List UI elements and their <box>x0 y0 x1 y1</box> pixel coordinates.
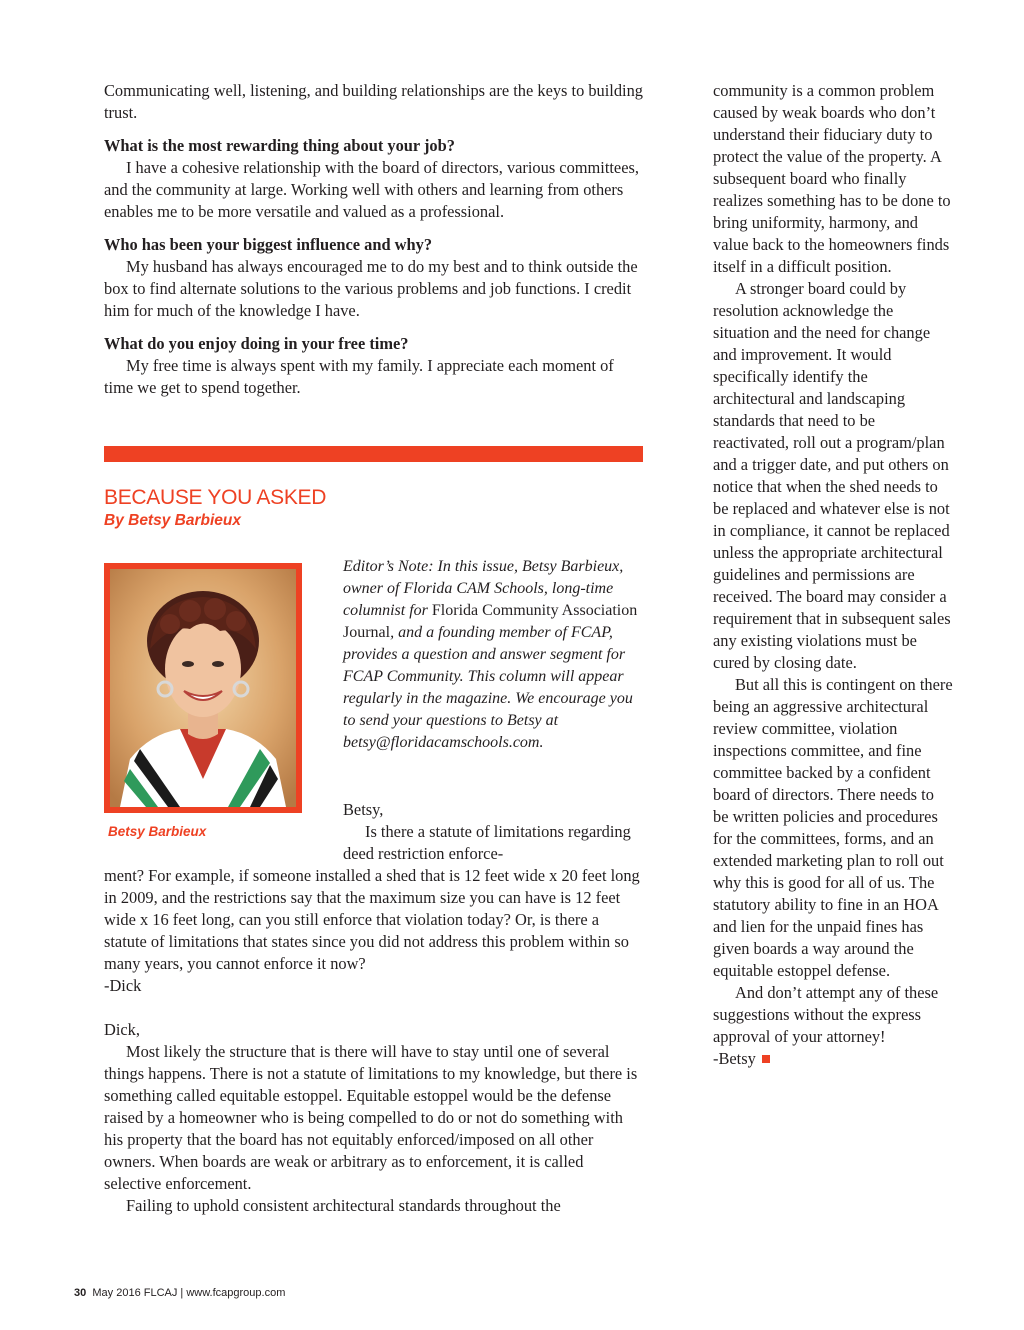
answer-paragraph-1: Most likely the structure that is there will have to stay until one of several things happens. There is not a statute of limitations to my knowledge, but there is something called equitable estoppel. Equitable estoppel would be the defense raised by a homeowner who is being compelled to do or not do something with his property that the board has not equitably enforced/imposed on all other owners. When boards are weak or arbitrary as to enforcement, it is called selective enforcement. <box>104 1042 638 1193</box>
editor-note-part1: Editor’s Note: In this issue, Betsy Barbieux, owner of Florida CAM Schools, long-time columnist for <box>343 558 624 619</box>
answer-rewarding: I have a cohesive relationship with the board of directors, various committees, and the community at large. Working well with others and learning from others enables me to be more versatile and valued as a professional. <box>104 158 639 221</box>
right-paragraph-3: But all this is contingent on there being an aggressive architectural review committee, violation inspections committee, and fine committee backed by a confident board of directors. There needs to be written policies and procedures for the committees, forms, and an extended marketing plan to roll out why this is good for all of us. The statutory ability to fine in an HOA and lien for the unpaid fines has given boards a way around the equitable estoppel defense. <box>713 675 953 980</box>
answer-paragraph-2-start: Failing to uphold consistent architectural standards throughout the <box>126 1196 561 1215</box>
question-rewarding: What is the most rewarding thing about your job? <box>104 136 455 155</box>
letter-body <box>104 865 644 1217</box>
signoff-betsy-line <box>713 1048 953 1070</box>
editor-note-journal: Florida Community Association Journal <box>343 602 638 641</box>
page-footer <box>74 1287 285 1299</box>
question-influence: Who has been your biggest influence and why? <box>104 235 433 254</box>
salutation-betsy: Betsy, <box>343 800 384 819</box>
interview-section <box>104 80 644 399</box>
editor-note-part2: , and a founding member of FCAP, provides a question and answer segment for FCAP Community. This column will appear regularly in the magazine. We encourage you to send your questions to Betsy at betsy@floridacamschools.com. <box>343 624 633 751</box>
answer-free-time: My free time is always spent with my family. I appreciate each moment of time we get to spend together. <box>104 356 614 397</box>
editor-note <box>343 556 648 754</box>
footer-issue: May 2016 FLCAJ | www.fcapgroup.com <box>92 1287 286 1299</box>
question-start: Is there a statute of limitations regarding deed restriction enforce- <box>343 822 631 863</box>
signoff-betsy: -Betsy <box>713 1049 756 1068</box>
answer-influence: My husband has always encouraged me to do my best and to think outside the box to find alternate solutions to the various problems and job functions. I credit him for much of the knowledge I have. <box>104 257 638 320</box>
right-paragraph-4: And don’t attempt any of these suggestions without the express approval of your attorney! <box>713 983 939 1046</box>
section-divider-bar <box>104 446 643 462</box>
column-byline: By Betsy Barbieux <box>104 512 241 529</box>
portrait-image <box>110 569 296 807</box>
page-number: 30 <box>74 1287 87 1299</box>
question-rest: ment? For example, if someone installed a shed that is 12 feet wide x 20 feet long in 2009, and the restrictions say that the maximum size you can have is 12 feet wide x 16 feet long, can you still enforce that violation today? Or, is there a statute of limitations that states since you did not address this problem within so many years, you cannot enforce it now? <box>104 866 640 973</box>
right-paragraph-2: A stronger board could by resolution acknowledge the situation and the need for change and improvement. It would specifically identify the architectural and landscaping standards that need to be reactivated, roll out a program/plan and a trigger date, and put others on notice that when the shed needs to be replaced and whatever else is not in compliance, it cannot be replaced unless the appropriate architectural guidelines and permissions are received. The board may consider a requirement that in subsequent sales any existing violations must be cured by closing date. <box>713 279 951 672</box>
letter-intro <box>343 799 643 865</box>
photo-caption: Betsy Barbieux <box>108 824 207 839</box>
intro-paragraph: Communicating well, listening, and building relationships are the keys to building trust. <box>104 81 643 122</box>
signoff-dick: -Dick <box>104 976 142 995</box>
question-free-time: What do you enjoy doing in your free time? <box>104 334 409 353</box>
salutation-dick: Dick, <box>104 1020 140 1039</box>
end-square-icon <box>762 1055 770 1063</box>
column-title: BECAUSE YOU ASKED <box>104 486 327 509</box>
author-photo <box>104 563 302 813</box>
right-paragraph-1: community is a common problem caused by weak boards who don’t understand their fiduciary duty to protect the value of the property. A subsequent board who finally realizes something has to be done to bring uniformity, harmony, and value back to the homeowners finds itself in a difficult position. <box>713 81 951 276</box>
right-column <box>713 80 953 1070</box>
